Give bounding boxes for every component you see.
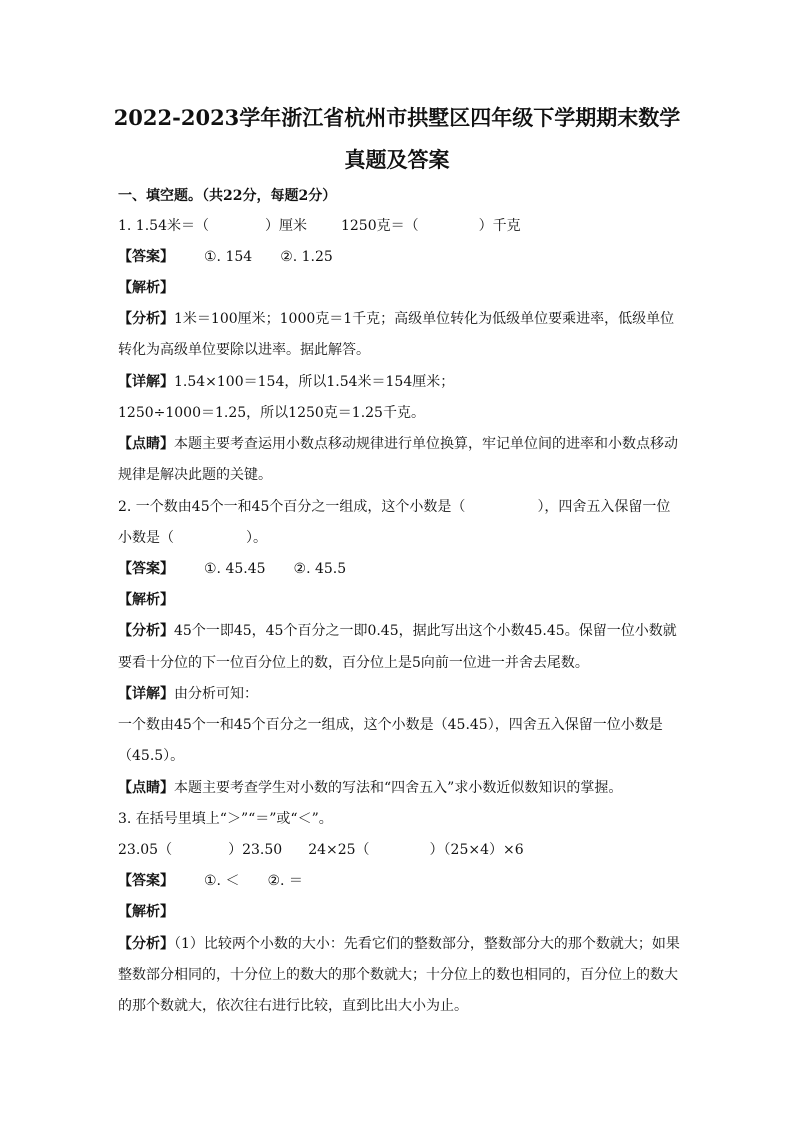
q2-stem-line1 <box>118 497 678 517</box>
q3-item-part2: ）23.50 <box>228 842 283 858</box>
q3-item-part4: ）（25×4）×6 <box>429 842 524 858</box>
document-title-line1: 2022-2023学年浙江省杭州市拱墅区四年级下学期期末数学 <box>113 105 681 130</box>
q1-comment-text1: 本题主要考查运用小数点移动规律进行单位换算，牢记单位间的进率和小数点移动 <box>174 436 678 452</box>
q3-fenxi-line1 <box>118 934 678 954</box>
q2-answer-2: ②. 45.5 <box>293 561 347 577</box>
fenxi-tag: 【分析】 <box>118 936 174 952</box>
q1-comment-line2: 规律是解决此题的关键。 <box>118 467 272 483</box>
q1-comment-line1 <box>118 434 678 454</box>
q3-fenxi-line3: 的那个数就大，依次往右进行比较，直到比出大小为止。 <box>118 998 468 1014</box>
q2-comment-line1 <box>118 778 678 798</box>
q2-answer <box>118 559 678 579</box>
q1-fenxi-line2: 转化为高级单位要除以进率。据此解答。 <box>118 342 370 358</box>
comment-tag: 【点睛】 <box>118 436 174 452</box>
q2-answer-1: ①. 45.45 <box>204 561 266 577</box>
q2-detail-line1 <box>118 684 678 704</box>
q2-comment-text1: 本题主要考查学生对小数的写法和“四舍五入”求小数近似数知识的掌握。 <box>174 780 623 796</box>
q1-answer-2: ②. 1.25 <box>280 249 333 265</box>
q1-stem-part1: 1. 1.54米＝（ <box>118 218 209 234</box>
q1-stem-part3: 1250克＝（ <box>340 218 419 234</box>
q3-analysis-tag: 【解析】 <box>118 904 174 920</box>
q1-detail-line2: 1250÷1000＝1.25，所以1250克＝1.25千克。 <box>118 405 425 421</box>
q3-stem: 3. 在括号里填上“＞”“＝”或“＜”。 <box>118 811 333 827</box>
q3-answer-2: ②. ＝ <box>267 873 303 889</box>
q1-fenxi-text1: 1米＝100厘米；1000克＝1千克；高级单位转化为低级单位要乘进率，低级单位 <box>174 311 675 327</box>
q1-answer <box>118 247 678 267</box>
q3-items <box>118 840 678 860</box>
q2-fenxi-text1: 45个一即45，45个百分之一即0.45，据此写出这个小数45.45。保留一位小数就 <box>174 623 677 639</box>
q1-stem <box>118 216 678 236</box>
q2-fenxi-line1 <box>118 621 678 641</box>
answer-tag: 【答案】 <box>118 249 174 265</box>
q2-fenxi-line2: 要看十分位的下一位百分位上的数，百分位上是5向前一位进一并舍去尾数。 <box>118 655 589 671</box>
q3-fenxi-text1: （1）比较两个小数的大小：先看它们的整数部分，整数部分大的那个数就大；如果 <box>174 936 680 952</box>
q3-item-part1: 23.05（ <box>118 842 173 858</box>
q3-answer <box>118 871 678 891</box>
q1-detail-line1 <box>118 372 678 392</box>
document-title-line2: 真题及答案 <box>344 147 450 172</box>
detail-tag: 【详解】 <box>118 686 174 702</box>
q3-item-part3: 24×25（ <box>308 842 370 858</box>
answer-tag: 【答案】 <box>118 561 174 577</box>
detail-tag: 【详解】 <box>118 374 174 390</box>
q1-analysis-tag: 【解析】 <box>118 280 174 296</box>
comment-tag: 【点睛】 <box>118 780 174 796</box>
q2-stem-part4: ）。 <box>246 530 267 546</box>
q2-detail-text1: 由分析可知： <box>174 686 258 702</box>
q2-stem-part2: ），四舍五入保留一位 <box>537 499 671 515</box>
fenxi-tag: 【分析】 <box>118 623 174 639</box>
q2-stem-line2 <box>118 528 678 548</box>
q2-detail-line2: 一个数由45个一和45个百分之一组成，这个小数是（45.45），四舍五入保留一位小数是 <box>118 717 663 733</box>
fenxi-tag: 【分析】 <box>118 311 174 327</box>
q1-detail-text1: 1.54×100＝154，所以1.54米＝154厘米； <box>174 374 455 390</box>
q1-fenxi-line1 <box>118 309 678 329</box>
answer-tag: 【答案】 <box>118 873 174 889</box>
q2-detail-line3: （45.5）。 <box>118 748 185 764</box>
q1-stem-part2: ）厘米 <box>264 218 307 234</box>
q3-fenxi-line2: 整数部分相同的，十分位上的数大的那个数就大；十分位上的数也相同的，百分位上的数大 <box>118 967 678 983</box>
q2-stem-part3: 小数是（ <box>118 530 174 546</box>
q1-answer-1: ①. 154 <box>204 249 253 265</box>
q2-stem-part1: 2. 一个数由45个一和45个百分之一组成，这个小数是（ <box>118 499 466 515</box>
section-heading: 一、填空题。（共22分，每题2分） <box>118 188 337 204</box>
q1-stem-part4: ）千克 <box>478 218 521 234</box>
q2-analysis-tag: 【解析】 <box>118 592 174 608</box>
q3-answer-1: ①. ＜ <box>204 873 240 889</box>
